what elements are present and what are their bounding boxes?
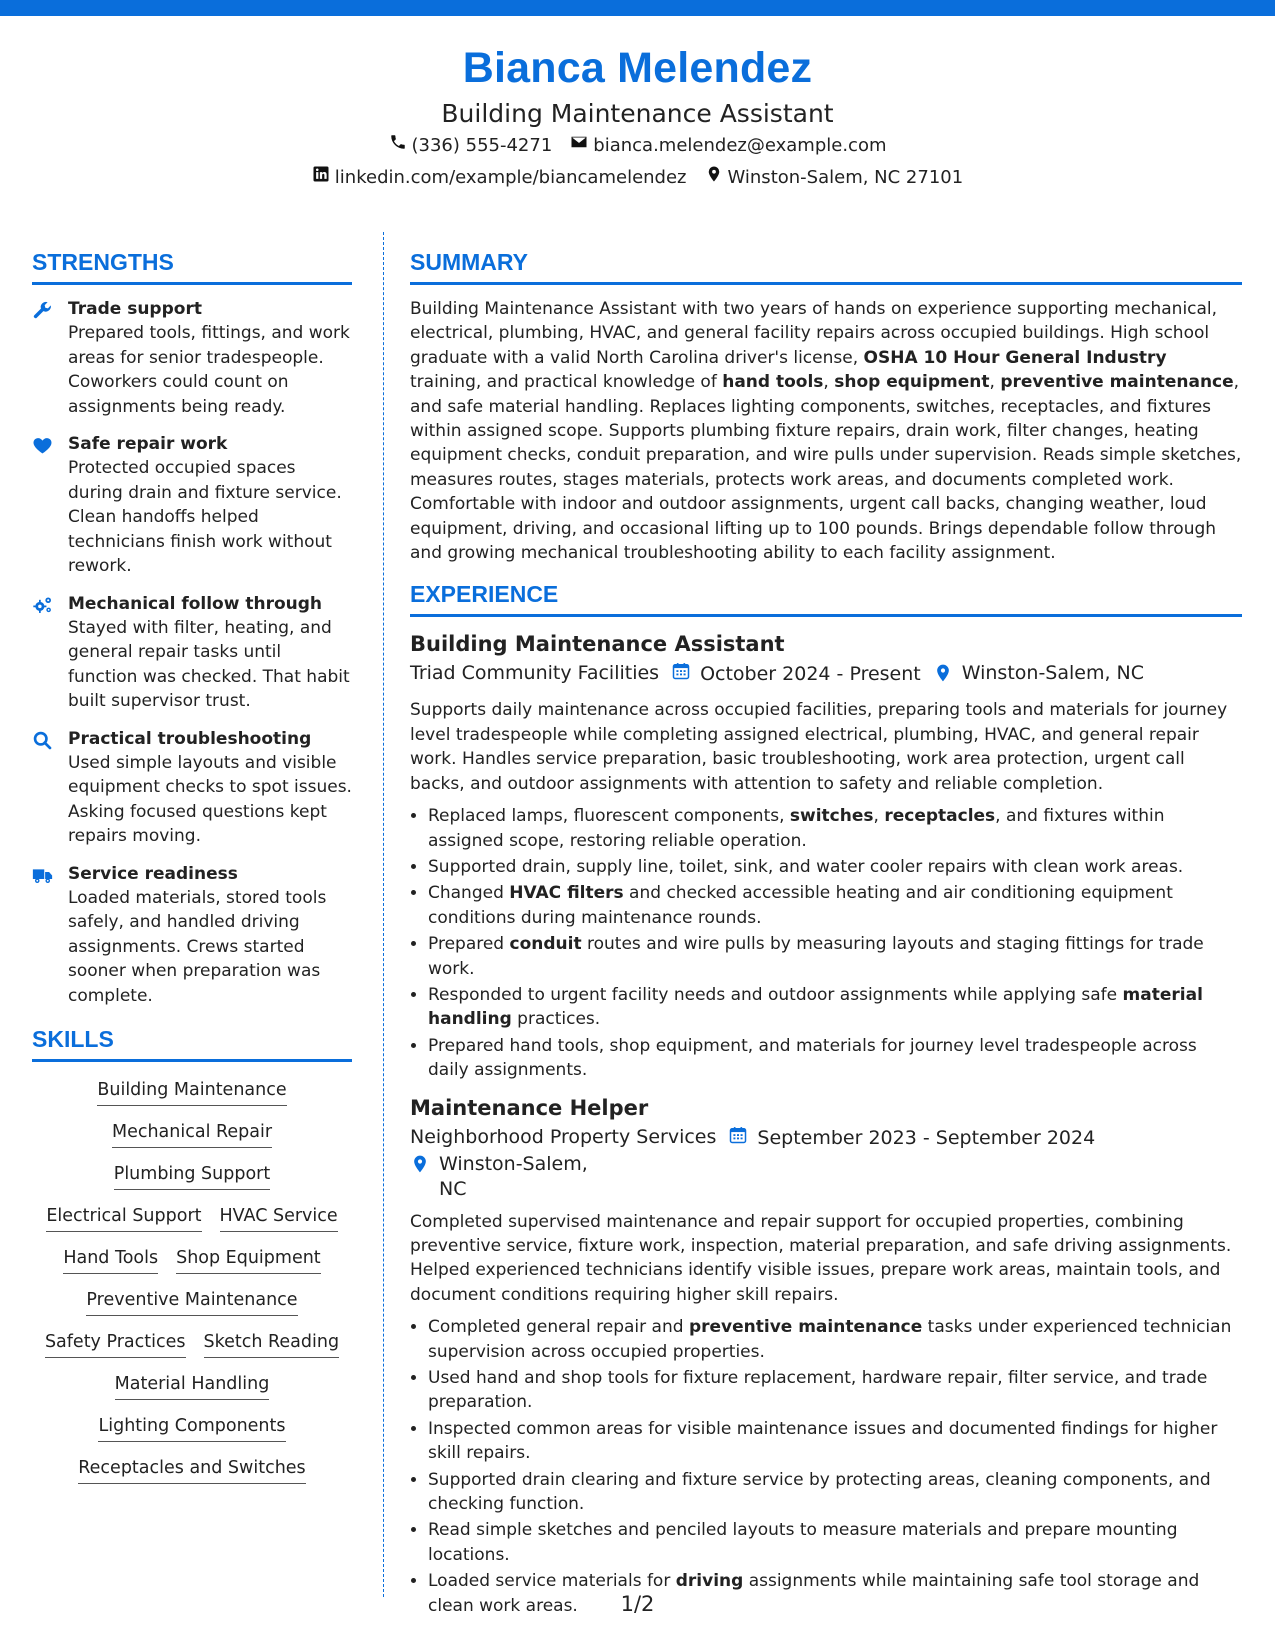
bullet-item — [428, 855, 1242, 879]
text-run: Inspected common areas for visible maintenance issues and documented findings for higher skill repairs. — [428, 1418, 1218, 1464]
skill-tag: HVAC Service — [220, 1204, 338, 1232]
text-run: , — [823, 372, 835, 393]
job-meta — [410, 1125, 1242, 1202]
bold-phrase: conduit — [509, 934, 582, 955]
text-run: Changed — [428, 883, 510, 904]
strength-title: Safe repair work — [68, 434, 228, 454]
contact-row-1 — [0, 130, 1275, 162]
map-pin-icon — [933, 661, 953, 690]
text-run: Prepared hand tools, shop equipment, and materials for journey level tradespeople across daily assignments. — [428, 1035, 1197, 1081]
bold-phrase: shop equipment — [834, 372, 990, 393]
strength-item — [32, 432, 352, 579]
bullet-item — [428, 804, 1242, 853]
experience-heading: EXPERIENCE — [410, 577, 1242, 617]
bullet-item — [428, 881, 1242, 930]
dates-text: September 2023 - September 2024 — [757, 1126, 1096, 1149]
strength-item — [32, 592, 352, 714]
strength-title: Practical troubleshooting — [68, 728, 312, 749]
location — [705, 162, 964, 194]
resume-header — [0, 38, 1275, 194]
search-icon — [32, 727, 56, 849]
strength-item — [32, 862, 352, 1009]
job-dates — [728, 1125, 1095, 1152]
text-run: Completed general repair and — [428, 1317, 689, 1338]
gears-icon — [32, 592, 56, 714]
wrench-icon — [32, 297, 56, 419]
job-location — [410, 1152, 599, 1202]
heart-icon — [32, 432, 56, 579]
strength-item — [32, 297, 352, 419]
phone-text: (336) 555-4271 — [411, 135, 553, 156]
calendar-icon — [671, 661, 691, 688]
text-run: , — [873, 806, 885, 827]
bullet-item — [428, 1468, 1242, 1517]
job-entry — [410, 1093, 1242, 1619]
email-text[interactable]: bianca.melendez@example.com — [593, 135, 887, 156]
calendar-icon — [728, 1125, 748, 1152]
bullet-item — [428, 1417, 1242, 1466]
text-run: Prepared — [428, 934, 510, 955]
bold-phrase: driving — [675, 1571, 744, 1592]
company-name: Triad Community Facilities — [410, 662, 660, 685]
text-run: , and safe material handling. Replaces lighting components, switches, receptacles, and fixtures within assigned scope. Supports plumbing fixture repairs, drain work, filter changes, heating equipment checks, conduit preparation, and wire pulls under supervision. Reads simple sketches, measures routes, stages materials, protects work areas, and documents completed work. Comfortable with indoor and outdoor assignments, urgent call backs, changing weather, loud equipment, driving, and occasional lifting up to 100 pounds. Brings dependable follow through and growing mechanical troubleshooting ability to each facility assignment. — [410, 372, 1242, 564]
strength-description: Stayed with filter, heating, and general repair tasks until function was checked. That habit built supervisor trust. — [68, 617, 350, 711]
text-run: Responded to urgent facility needs and outdoor assignments while applying safe — [428, 984, 1123, 1005]
skill-tag: Lighting Components — [98, 1414, 285, 1442]
text-run: practices. — [511, 1009, 601, 1030]
location-text: Winston-Salem, NC — [961, 662, 1145, 685]
location-text: Winston-Salem, NC 27101 — [727, 167, 964, 188]
truck-icon — [32, 862, 56, 1009]
skill-tag: Material Handling — [115, 1372, 270, 1400]
text-run: Building Maintenance Assistant with two years of hands on experience supporting mechanical, electrical, plumbing, HVAC, and general facility repairs across occupied buildings. High school graduate with a valid North Carolina driver's license, — [410, 299, 1218, 368]
job-title: Maintenance Helper — [410, 1095, 649, 1120]
job-title: Building Maintenance Assistant — [410, 632, 785, 657]
text-run: routes and wire pulls by measuring layouts and staging fittings for trade work. — [428, 934, 1204, 979]
skill-tag: Plumbing Support — [114, 1162, 270, 1190]
left-column — [32, 245, 352, 1484]
text-run: tasks under experienced technician supervision across occupied properties. — [428, 1317, 1232, 1362]
linkedin[interactable] — [312, 162, 687, 194]
phone — [389, 130, 553, 162]
location-text: Winston-Salem, NC — [439, 1152, 588, 1200]
phone-icon — [389, 130, 407, 162]
job-description: Supports daily maintenance across occupied facilities, preparing tools and materials for journey level tradespeople while completing assigned electrical, plumbing, HVAC, and general repair work. Handles service preparation, basic troubleshooting, work area protection, urgent call backs, and outdoor assignments with attention to safety and reliable completion. — [410, 700, 1228, 794]
skill-tag: Electrical Support — [46, 1204, 201, 1232]
skills-heading: SKILLS — [32, 1022, 352, 1062]
bullet-item — [428, 932, 1242, 981]
right-column — [410, 245, 1242, 1628]
bold-phrase: hand tools — [722, 372, 824, 393]
bold-phrase: HVAC filters — [509, 883, 624, 904]
skill-tag: Preventive Maintenance — [86, 1288, 297, 1316]
column-divider — [383, 232, 384, 1597]
summary-heading: SUMMARY — [410, 245, 1242, 285]
job-entry — [410, 629, 1242, 1082]
text-run: Used hand and shop tools for fixture replacement, hardware repair, filter service, and trade preparation. — [428, 1368, 1208, 1413]
skill-tag: Mechanical Repair — [112, 1120, 272, 1148]
strength-title: Mechanical follow through — [68, 593, 323, 614]
text-run: and checked accessible heating and air conditioning equipment conditions during maintenance rounds. — [428, 883, 1173, 928]
linkedin-text[interactable]: linkedin.com/example/biancamelendez — [334, 167, 687, 188]
bullet-item — [428, 1518, 1242, 1567]
skill-tag: Receptacles and Switches — [78, 1456, 305, 1484]
email[interactable] — [570, 130, 886, 162]
top-accent-bar — [0, 0, 1275, 16]
strength-description: Used simple layouts and visible equipment checks to spot issues. Asking focused questions kept repairs moving. — [68, 752, 352, 846]
bold-phrase: switches — [789, 806, 874, 827]
linkedin-icon — [312, 162, 330, 194]
company-name: Neighborhood Property Services — [410, 1125, 717, 1148]
strengths-list — [32, 297, 352, 1008]
strengths-heading: STRENGTHS — [32, 245, 352, 285]
bold-phrase: preventive maintenance — [688, 1317, 923, 1338]
bold-phrase: receptacles — [884, 806, 996, 827]
strength-title: Service readiness — [68, 863, 238, 884]
text-run: training, and practical knowledge of — [410, 372, 723, 393]
job-description: Completed supervised maintenance and repair support for occupied properties, combining preventive service, fixture work, inspection, material preparation, and safe driving assignments. Helped experienced technicians identify visible issues, prepare work areas, maintain tools, and document conditions requiring higher skill repairs. — [410, 1211, 1232, 1305]
skill-tag: Sketch Reading — [204, 1330, 340, 1358]
page-number: 1/2 — [620, 1592, 655, 1616]
job-meta — [410, 661, 1242, 690]
contact-row-2 — [0, 162, 1275, 194]
bullet-item — [428, 1034, 1242, 1083]
text-run: Read simple sketches and penciled layouts to measure materials and prepare mounting locations. — [428, 1520, 1178, 1565]
strength-description: Prepared tools, fittings, and work areas for senior tradespeople. Coworkers could count on assignments being ready. — [68, 323, 350, 417]
text-run: Supported drain clearing and fixture service by protecting areas, cleaning components, and checking function. — [428, 1469, 1211, 1515]
bold-phrase: OSHA 10 Hour General Industry — [863, 347, 1167, 368]
strength-description: Protected occupied spaces during drain and fixture service. Clean handoffs helped technicians finish work without rework. — [68, 458, 342, 576]
skill-tag: Safety Practices — [45, 1330, 186, 1358]
summary-text — [410, 297, 1242, 565]
candidate-role: Building Maintenance Assistant — [441, 99, 834, 128]
text-run: , and fixtures within assigned scope, restoring reliable operation. — [428, 806, 1165, 851]
experience-list — [410, 629, 1242, 1618]
bullet-item — [428, 1315, 1242, 1364]
strength-description: Loaded materials, stored tools safely, and handled driving assignments. Crews started sooner when preparation was complete. — [68, 887, 327, 1006]
text-run: Supported drain, supply line, toilet, sink, and water cooler repairs with clean work areas. — [428, 856, 1184, 877]
skill-tag: Building Maintenance — [97, 1078, 286, 1106]
job-location — [933, 661, 1144, 690]
bullet-item — [428, 1366, 1242, 1415]
text-run: Replaced lamps, fluorescent components, — [428, 806, 790, 827]
skill-tag: Hand Tools — [63, 1246, 158, 1274]
text-run: Loaded service materials for — [428, 1571, 676, 1592]
text-run: , — [989, 372, 1001, 393]
job-bullets — [410, 804, 1242, 1082]
strength-title: Trade support — [68, 299, 202, 319]
text-run: assignments while maintaining safe tool storage and clean work areas. — [428, 1571, 1200, 1616]
bold-phrase: material handling — [428, 984, 1203, 1030]
bold-phrase: preventive maintenance — [1000, 372, 1234, 393]
dates-text: October 2024 - Present — [700, 663, 921, 686]
envelope-icon — [570, 130, 588, 162]
skills-list — [32, 1074, 352, 1484]
bullet-item — [428, 983, 1242, 1032]
candidate-name: Bianca Melendez — [462, 44, 813, 92]
map-pin-icon — [410, 1152, 430, 1181]
strength-item — [32, 727, 352, 849]
job-dates — [671, 661, 921, 688]
map-pin-icon — [705, 162, 723, 194]
skill-tag: Shop Equipment — [176, 1246, 321, 1274]
job-bullets — [410, 1315, 1242, 1618]
